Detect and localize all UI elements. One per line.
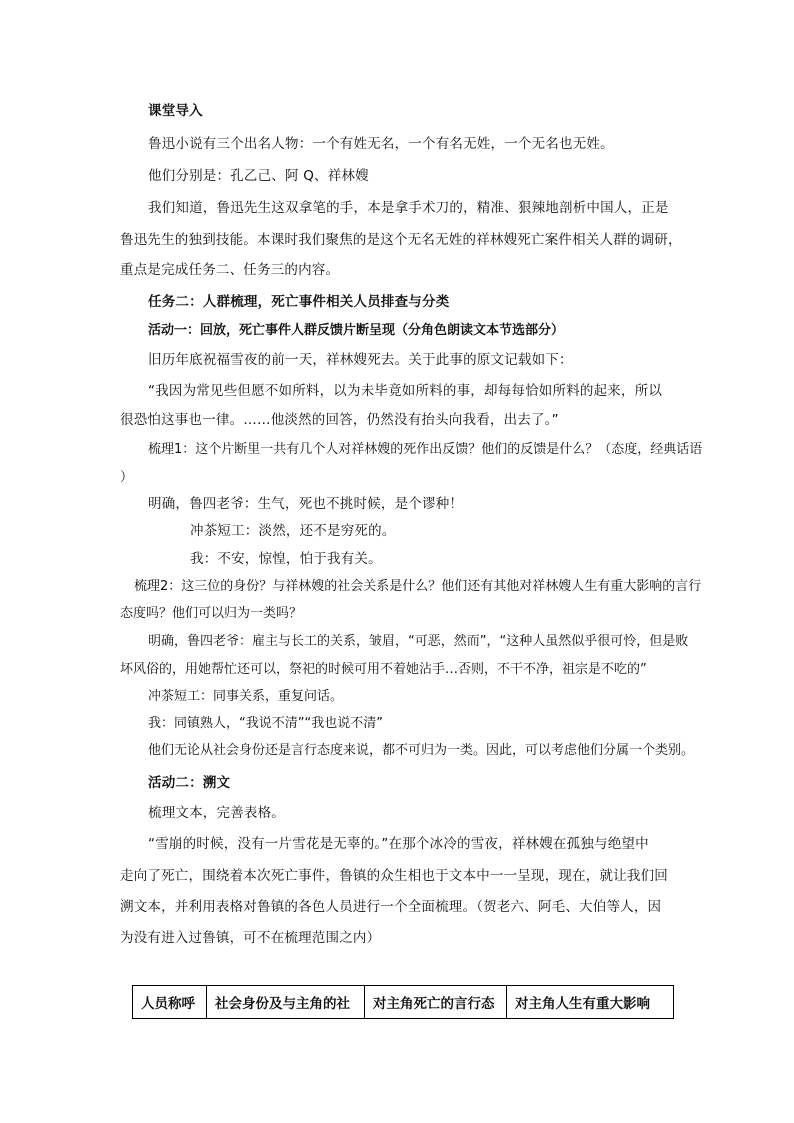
people-table [132, 985, 674, 1019]
activity2-paragraph-1: 梳理文本，完善表格。 [148, 805, 285, 821]
intro-paragraph-1: 鲁迅小说有三个出名人物：一个有姓无名，一个有名无姓，一个无名也无姓。 [148, 136, 614, 152]
intro-paragraph-2: 他们分别是：孔乙己、阿 Q、祥林嫂 [148, 168, 369, 184]
question-1-line-2: ） [120, 470, 134, 485]
table-header-row [133, 986, 674, 1019]
question-2-line-1: 梳理2：这三位的身份？与祥林嫂的社会关系是什么？他们还有其他对祥林嫂人生有重大影响的言行 [134, 579, 702, 594]
activity2-paragraph-2-line-4: 为没有进入过鲁镇，可不在梳理范围之内） [120, 930, 381, 946]
answer-2-line-4: 我：同镇熟人，“我说不清”“我也说不清” [148, 716, 383, 731]
quote-line-2: 很恐怕这事也一律。……他淡然的回答，仍然没有抬头向我看，出去了。” [120, 412, 559, 428]
table-header-cell: 人员称呼 [133, 986, 207, 1019]
answer-2-line-5: 他们无论从社会身份还是言行态度来说，都不可归为一类。因此，可以考虑他们分属一个类别。 [148, 743, 695, 758]
activity1-paragraph: 旧历年底祝福雪夜的前一天，祥林嫂死去。关于此事的原文记载如下： [148, 352, 573, 368]
activity2-heading: 活动二：溯文 [148, 775, 231, 791]
answer-2-line-2: 坏风俗的，用她帮忙还可以，祭祀的时候可用不着她沾手…否则，不干不净，祖宗是不吃的” [120, 662, 647, 677]
table-header-cell: 社会身份及与主角的社 [207, 986, 365, 1019]
answer-1-line-3: 我：不安，惊惶，怕于我有关。 [190, 551, 382, 567]
intro-paragraph-3-line-3: 重点是完成任务二、任务三的内容。 [120, 262, 340, 278]
question-1-line-1: 梳理1：这个片断里一共有几个人对祥林嫂的死作出反馈？他们的反馈是什么？（态度，经典话语 [148, 442, 703, 457]
answer-1-line-2: 冲茶短工：淡然，还不是穷死的。 [190, 523, 396, 539]
activity1-heading: 活动一：回放，死亡事件人群反馈片断呈现（分角色朗读文本节选部分） [148, 323, 565, 338]
activity2-paragraph-2-line-3: 溯文本，并利用表格对鲁镇的各色人员进行一个全面梳理。（贺老六、阿毛、大伯等人，因 [120, 899, 662, 915]
quote-line-1: “我因为常见些但愿不如所料，以为未毕竟如所料的事，却每每恰如所料的起来，所以 [148, 383, 663, 399]
intro-paragraph-3-line-2: 鲁迅先生的独到技能。本课时我们聚焦的是这个无名无姓的祥林嫂死亡案件相关人群的调研， [120, 232, 682, 248]
table-header-cell: 对主角死亡的言行态 [365, 986, 507, 1019]
answer-2-line-3: 冲茶短工：同事关系，重复问话。 [148, 689, 344, 704]
question-2-line-2: 态度吗？他们可以归为一类吗？ [120, 606, 303, 621]
activity2-paragraph-2-line-1: “雪崩的时候，没有一片雪花是无辜的。”在那个冰冷的雪夜，祥林嫂在孤独与绝望中 [148, 836, 649, 852]
answer-2-line-1: 明确，鲁四老爷：雇主与长工的关系，皱眉，“可恶，然而”，“这种人虽然似乎很可怜，但是败 [148, 634, 689, 649]
intro-paragraph-3-line-1: 我们知道，鲁迅先生这双拿笔的手，本是拿手术刀的，精准、狠辣地剖析中国人，正是 [148, 200, 669, 216]
activity2-paragraph-2-line-2: 走向了死亡，围绕着本次死亡事件，鲁镇的众生相也于文本中一一呈现，现在，就让我们回 [120, 868, 668, 884]
answer-1-line-1: 明确，鲁四老爷：生气，死也不挑时候，是个谬种！ [148, 496, 464, 512]
table-header-cell: 对主角人生有重大影响 [507, 986, 674, 1019]
intro-heading: 课堂导入 [148, 103, 203, 119]
task2-heading: 任务二：人群梳理，死亡事件相关人员排查与分类 [148, 294, 450, 310]
